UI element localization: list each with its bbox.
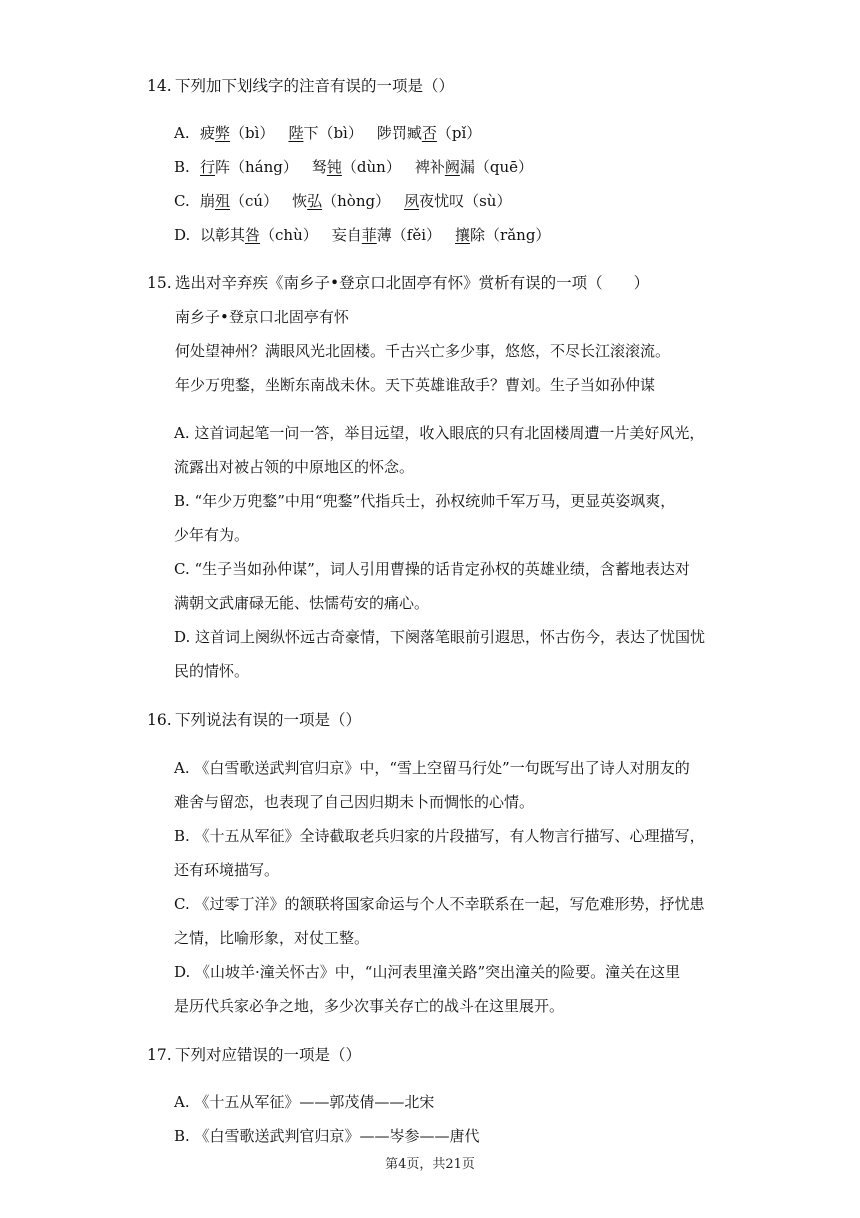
option-letter: C. xyxy=(174,192,190,210)
question-17-stem xyxy=(147,1043,361,1065)
underlined-char: 攘 xyxy=(455,226,471,244)
underlined-char: 钝 xyxy=(326,158,342,176)
pinyin: 夜忧叹（sù） xyxy=(419,192,512,210)
q16-option-b-line2: 还有环境描写。 xyxy=(174,861,280,879)
q16-option-d-line2: 是历代兵家必争之地，多少次事关存亡的战斗在这里展开。 xyxy=(174,997,565,1015)
pinyin: （pǐ） xyxy=(436,124,482,142)
underlined-char: 行 xyxy=(200,158,216,176)
q16-option-c-line2: 之情，比喻形象，对仗工整。 xyxy=(174,929,370,947)
underlined-char: 陛 xyxy=(288,124,304,142)
underlined-char: 菲 xyxy=(361,226,377,244)
q16-option-a-line2: 难舍与留恋，也表现了自己因归期未卜而惆怅的心情。 xyxy=(174,793,535,811)
question-number: 16. xyxy=(147,711,172,729)
q15-option-d-line1: D. 这首词上阕纵怀远古奇豪情，下阕落笔眼前引遐思，怀古伤今，表达了忧国忧 xyxy=(174,628,706,646)
pinyin: （cú） xyxy=(230,192,279,210)
pinyin: 薄（fěi） xyxy=(376,226,442,244)
q15-option-b-line2: 少年有为。 xyxy=(174,526,250,544)
q16-option-b-line1: B. 《十五从军征》全诗截取老兵归家的片段描写，有人物言行描写、心理描写， xyxy=(174,827,705,845)
q16-option-a-line1: A. 《白雪歌送武判官归京》中，“雪上空留马行处”一句既写出了诗人对朋友的 xyxy=(174,759,690,777)
poem-line: 何处望神州？满眼风光北固楼。千古兴亡多少事，悠悠，不尽长江滚滚流。 xyxy=(175,342,671,360)
question-number: 14. xyxy=(147,77,172,95)
question-text: 下列对应错误的一项是（） xyxy=(175,1046,362,1064)
option-text: 驽 xyxy=(311,158,327,176)
option-letter: A. xyxy=(174,124,190,142)
option-letter: D. xyxy=(174,226,191,244)
option-letter: B. xyxy=(174,158,190,176)
poem-line: 年少万兜鍪，坐断东南战未休。天下英雄谁敌手？曹刘。生子当如孙仲谋 xyxy=(175,376,656,394)
q15-option-c-line2: 满朝文武庸碌无能、怯懦苟安的痛心。 xyxy=(174,594,430,612)
underlined-char: 阙 xyxy=(444,158,460,176)
question-text: 选出对辛弃疾《南乡子•登京口北固亭有怀》赏析有误的一项（ ） xyxy=(175,274,650,292)
q15-option-a-line1: A. 这首词起笔一问一答，举目远望，收入眼底的只有北固楼周遭一片美好风光， xyxy=(174,424,705,442)
pinyin: 下（bì） xyxy=(303,124,363,142)
option-text: 疲 xyxy=(200,124,216,142)
question-number: 17. xyxy=(147,1046,172,1064)
pinyin: （dùn） xyxy=(341,158,401,176)
question-number: 15. xyxy=(147,274,172,292)
poem-title: 南乡子•登京口北固亭有怀 xyxy=(175,308,349,326)
option-text: 妄自 xyxy=(331,226,362,244)
pinyin: 除（rǎng） xyxy=(470,226,551,244)
page-footer: 第4页，共21页 xyxy=(385,1157,475,1172)
pinyin: 阵（háng） xyxy=(215,158,298,176)
underlined-char: 夙 xyxy=(404,192,420,210)
option-text: 裨补 xyxy=(414,158,445,176)
q17-option-a: A. 《十五从军征》——郭茂倩——北宋 xyxy=(174,1093,435,1111)
underlined-char: 咎 xyxy=(245,226,261,244)
question-14-stem xyxy=(147,74,454,96)
underlined-char: 弊 xyxy=(215,124,231,142)
option-text: 崩 xyxy=(200,192,216,210)
pinyin: （hòng） xyxy=(322,192,391,210)
q15-option-c-line1: C. “生子当如孙仲谋”，词人引用曹操的话肯定孙权的英雄业绩，含蓄地表达对 xyxy=(174,560,690,578)
q14-option-b xyxy=(174,156,533,177)
q16-option-c-line1: C. 《过零丁洋》的颔联将国家命运与个人不幸联系在一起，写危难形势，抒忧患 xyxy=(174,895,705,913)
question-text: 下列加下划线字的注音有误的一项是（） xyxy=(175,77,455,95)
q17-option-b: B. 《白雪歌送武判官归京》——岑参——唐代 xyxy=(174,1127,480,1145)
question-15-stem xyxy=(147,271,649,293)
underlined-char: 弘 xyxy=(307,192,323,210)
underlined-char: 否 xyxy=(421,124,437,142)
q14-option-c xyxy=(174,190,511,211)
q14-option-a xyxy=(174,122,481,143)
q16-option-d-line1: D. 《山坡羊·潼关怀古》中，“山河表里潼关路”突出潼关的险要。潼关在这里 xyxy=(174,963,681,981)
pinyin: （chù） xyxy=(260,226,318,244)
question-16-stem xyxy=(147,708,361,730)
option-text: 恢 xyxy=(292,192,308,210)
option-text: 陟罚臧 xyxy=(376,124,422,142)
q14-option-d xyxy=(174,224,550,245)
q15-option-d-line2: 民的情怀。 xyxy=(174,662,250,680)
underlined-char: 殂 xyxy=(215,192,231,210)
pinyin: 漏（quē） xyxy=(459,158,534,176)
option-text: 以彰其 xyxy=(200,226,246,244)
q15-option-a-line2: 流露出对被占领的中原地区的怀念。 xyxy=(174,458,415,476)
q15-option-b-line1: B. “年少万兜鍪”中用“兜鍪”代指兵士，孙权统帅千军万马，更显英姿飒爽， xyxy=(174,492,676,510)
pinyin: （bì） xyxy=(230,124,275,142)
question-text: 下列说法有误的一项是（） xyxy=(175,711,362,729)
